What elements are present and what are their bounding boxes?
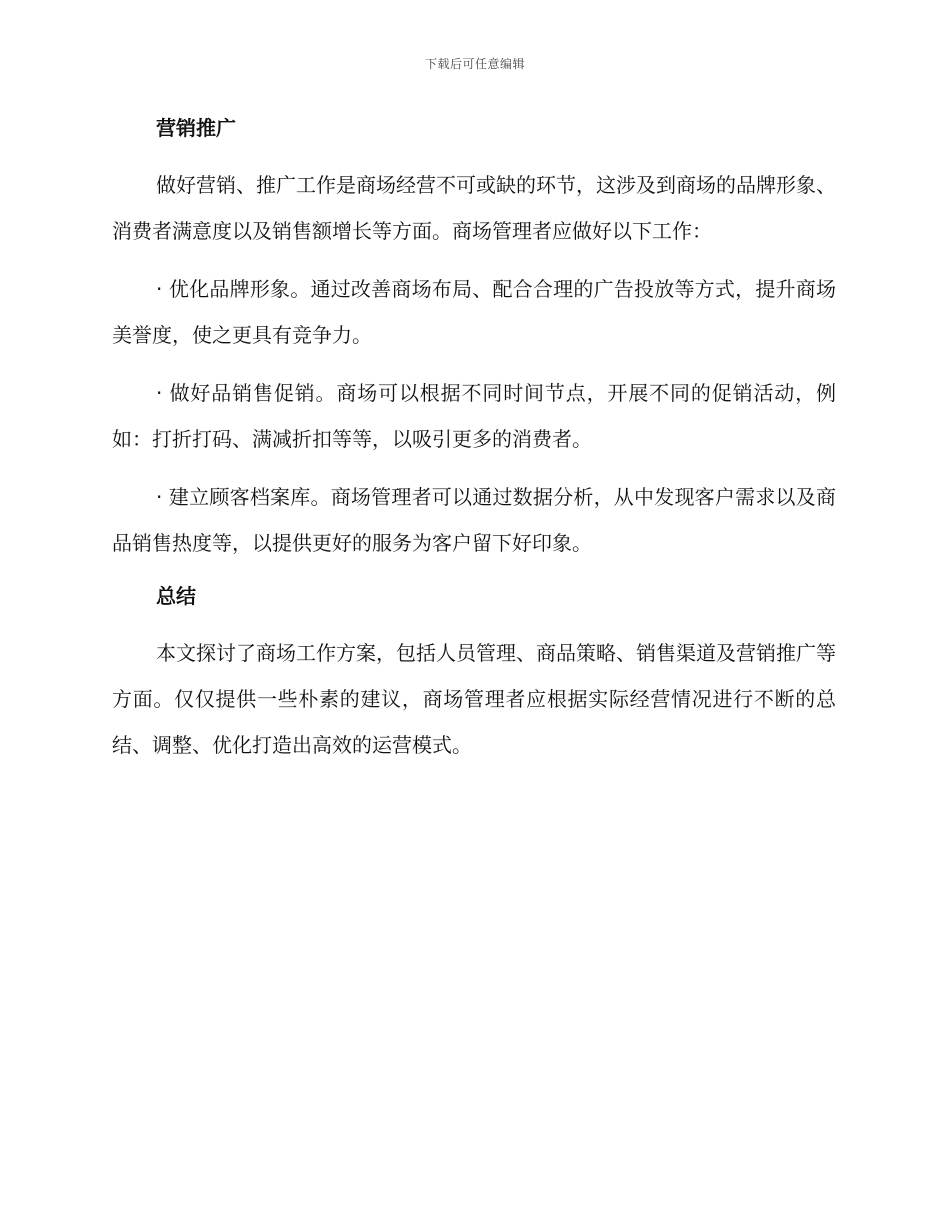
paragraph-summary: 本文探讨了商场工作方案，包括人员管理、商品策略、销售渠道及营销推广等方面。仅仅提供一些朴素的建议，商场管理者应根据实际经营情况进行不断的总结、调整、优化打造出高效的运营模式。 <box>112 641 836 757</box>
bullet-customer-archive: · 建立顾客档案库。商场管理者可以通过数据分析，从中发现客户需求以及商品销售热度等，以提供更好的服务为客户留下好印象。 <box>112 485 836 555</box>
bullet-sales-promotion: · 做好品销售促销。商场可以根据不同时间节点，开展不同的促销活动，例如：打折打码、满减折扣等等，以吸引更多的消费者。 <box>112 381 836 451</box>
paragraph-marketing-intro: 做好营销、推广工作是商场经营不可或缺的环节，这涉及到商场的品牌形象、消费者满意度以及销售额增长等方面。商场管理者应做好以下工作： <box>112 173 836 243</box>
document-content <box>112 110 836 780</box>
header-note: 下载后可任意编辑 <box>424 57 525 71</box>
section-heading-marketing: 营销推广 <box>156 116 236 140</box>
bullet-brand-image: · 优化品牌形象。通过改善商场布局、配合合理的广告投放等方式，提升商场美誉度，使之更具有竞争力。 <box>112 277 836 347</box>
section-heading-summary: 总结 <box>156 584 196 608</box>
